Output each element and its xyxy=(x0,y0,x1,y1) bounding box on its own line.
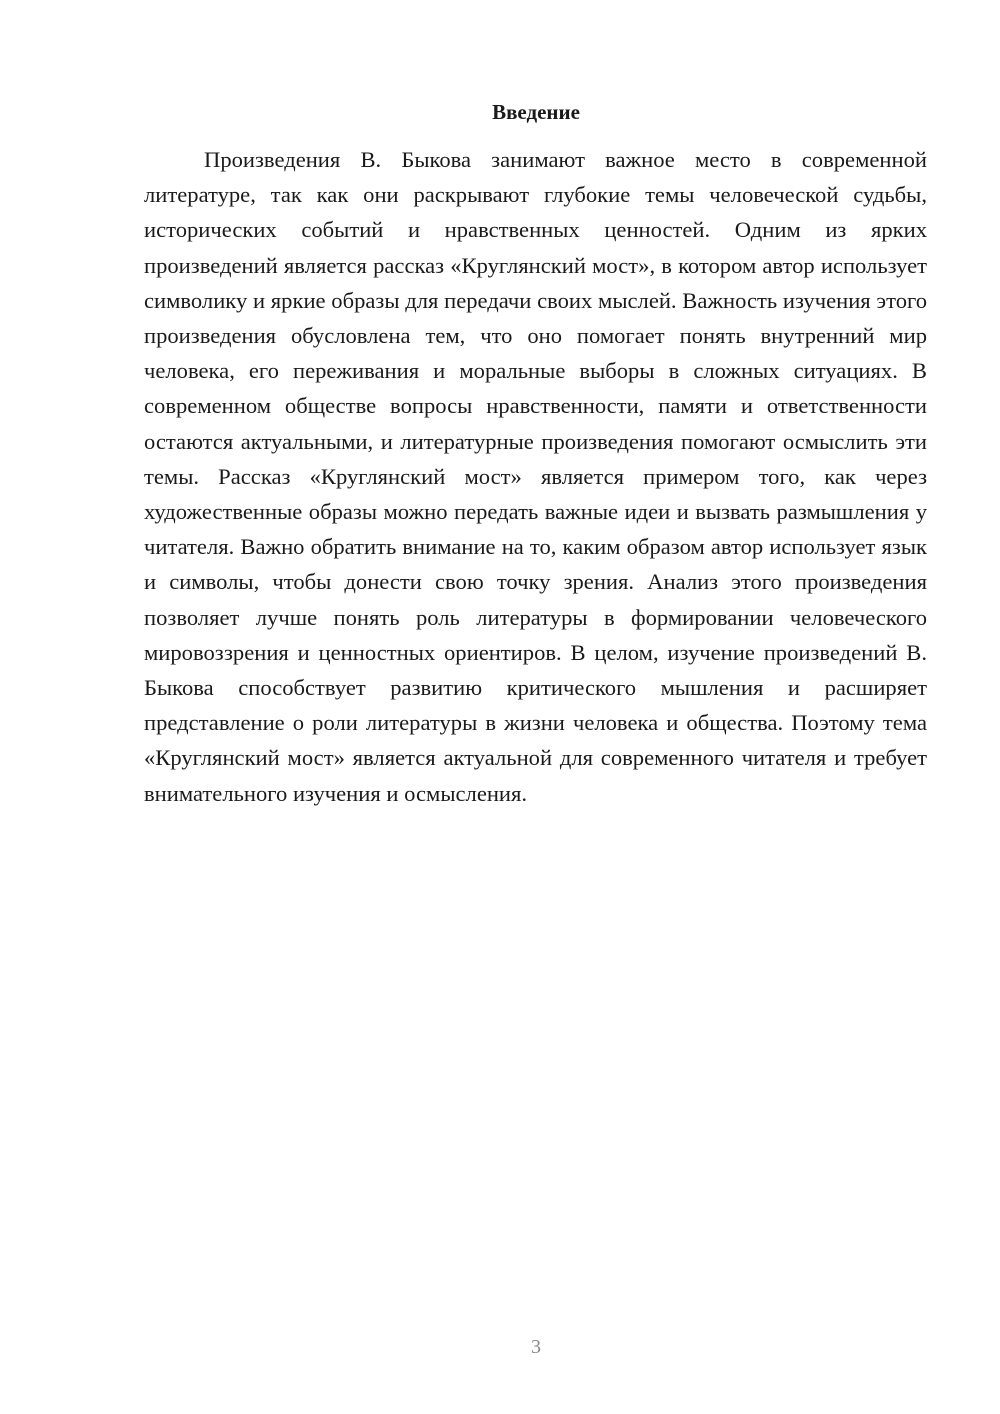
intro-paragraph: Произведения В. Быкова занимают важное место в современной литературе, так как они раскрывают глубокие темы человеческой судьбы, исторических событий и нравственных ценностей. Одним из ярких произведений является рассказ «Круглянский мост», в котором автор использует символику и яркие образы для передачи своих мыслей. Важность изучения этого произведения обусловлена тем, что оно помогает понять внутренний мир человека, его переживания и моральные выборы в сложных ситуациях. В современном обществе вопросы нравственности, памяти и ответственности остаются актуальными, и литературные произведения помогают осмыслить эти темы. Рассказ «Круглянский мост» является примером того, как через художественные образы можно передать важные идеи и вызвать размышления у читателя. Важно обратить внимание на то, каким образом автор использует язык и символы, чтобы донести свою точку зрения. Анализ этого произведения позволяет лучше понять роль литературы в формировании человеческого мировоззрения и ценностных ориентиров. В целом, изучение произведений В. Быкова способствует развитию критического мышления и расширяет представление о роли литературы в жизни человека и общества. Поэтому тема «Круглянский мост» является актуальной для современного читателя и требует внимательного изучения и осмысления. xyxy=(144,147,927,806)
page-number: 3 xyxy=(531,1336,541,1358)
section-heading: Введение xyxy=(492,100,580,124)
